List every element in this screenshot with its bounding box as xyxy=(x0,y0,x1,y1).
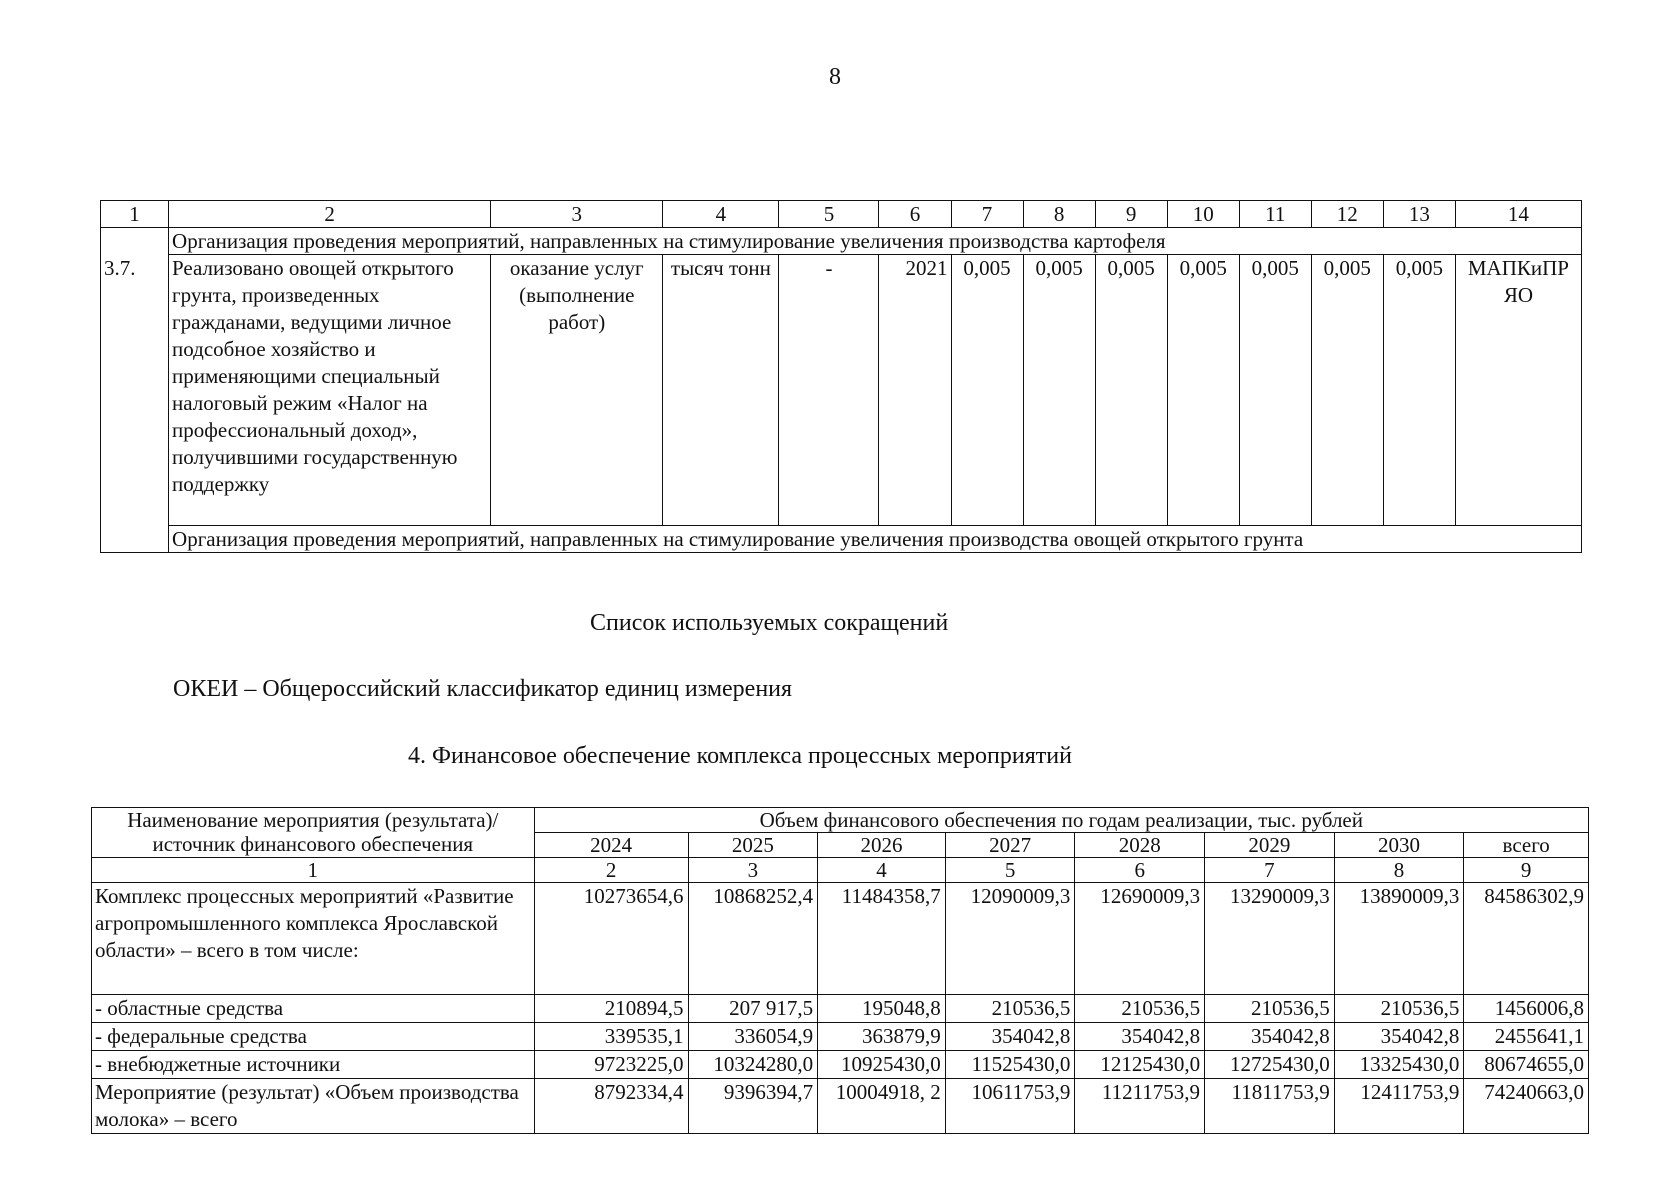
finance-value: 210536,5 xyxy=(945,995,1075,1023)
indicator-value: 0,005 xyxy=(1311,255,1383,526)
finance-value: 339535,1 xyxy=(534,1023,688,1051)
finance-value: 195048,8 xyxy=(818,995,946,1023)
indicator-value: 0,005 xyxy=(951,255,1023,526)
page-number: 8 xyxy=(829,64,841,90)
finance-value: 12125430,0 xyxy=(1075,1051,1205,1079)
column-number: 6 xyxy=(879,201,951,228)
row-number: 3.7. xyxy=(101,255,169,526)
finance-header-row xyxy=(92,808,1589,833)
finance-value: 354042,8 xyxy=(945,1023,1075,1051)
finance-value: 210894,5 xyxy=(534,995,688,1023)
finance-value: 10868252,4 xyxy=(688,883,818,995)
finance-column-number-row xyxy=(92,858,1589,883)
column-number: 12 xyxy=(1311,201,1383,228)
indicator-name: Реализовано овощей открытого грунта, произведенных гражданами, ведущими личное подсобное хозяйство и применяющими специальный налоговый режим «Налог на профессиональный доход», получившими государственную поддержку xyxy=(169,255,491,526)
column-number: 3 xyxy=(491,201,663,228)
finance-row-name: - областные средства xyxy=(92,995,535,1023)
finance-value: 10611753,9 xyxy=(945,1079,1075,1134)
finance-value: 354042,8 xyxy=(1075,1023,1205,1051)
year-header: 2025 xyxy=(688,833,818,858)
finance-table xyxy=(91,807,1589,1134)
indicator-col5: - xyxy=(779,255,879,526)
indicator-unit: тысяч тонн xyxy=(663,255,779,526)
abbreviation-item: ОКЕИ – Общероссийский классификатор единиц измерения xyxy=(173,676,793,702)
table-row xyxy=(101,255,1582,526)
column-number-row xyxy=(101,201,1582,228)
column-number: 1 xyxy=(101,201,169,228)
finance-value: 210536,5 xyxy=(1334,995,1464,1023)
finance-value: 12090009,3 xyxy=(945,883,1075,995)
column-number: 7 xyxy=(1205,858,1335,883)
finance-row xyxy=(92,1051,1589,1079)
section-row-potato xyxy=(101,228,1582,255)
finance-value: 10273654,6 xyxy=(534,883,688,995)
total-header: всего xyxy=(1464,833,1589,858)
column-number: 13 xyxy=(1383,201,1455,228)
section-title: Организация проведения мероприятий, направленных на стимулирование увеличения производства овощей открытого грунта xyxy=(169,526,1582,553)
finance-value: 207 917,5 xyxy=(688,995,818,1023)
column-number: 4 xyxy=(818,858,946,883)
finance-total: 2455641,1 xyxy=(1464,1023,1589,1051)
finance-row-name: Мероприятие (результат) «Объем производства молока» – всего xyxy=(92,1079,535,1134)
column-number: 2 xyxy=(534,858,688,883)
year-header: 2030 xyxy=(1334,833,1464,858)
column-number: 9 xyxy=(1464,858,1589,883)
finance-value: 10004918, 2 xyxy=(818,1079,946,1134)
base-year: 2021 xyxy=(879,255,951,526)
year-header: 2027 xyxy=(945,833,1075,858)
year-header: 2029 xyxy=(1205,833,1335,858)
header-name: Наименование мероприятия (результата)/ источник финансового обеспечения xyxy=(92,808,535,858)
indicator-table xyxy=(100,200,1582,553)
column-number: 6 xyxy=(1075,858,1205,883)
responsible-org: МАПКиПР ЯО xyxy=(1455,255,1581,526)
column-number: 1 xyxy=(92,858,535,883)
finance-value: 11811753,9 xyxy=(1205,1079,1335,1134)
finance-row-name: - внебюджетные источники xyxy=(92,1051,535,1079)
indicator-type: оказание услуг (выполнение работ) xyxy=(491,255,663,526)
indicator-value: 0,005 xyxy=(1383,255,1455,526)
column-number: 14 xyxy=(1455,201,1581,228)
finance-value: 11525430,0 xyxy=(945,1051,1075,1079)
finance-total: 80674655,0 xyxy=(1464,1051,1589,1079)
finance-value: 9396394,7 xyxy=(688,1079,818,1134)
finance-value: 10925430,0 xyxy=(818,1051,946,1079)
column-number: 7 xyxy=(951,201,1023,228)
column-number: 2 xyxy=(169,201,491,228)
finance-value: 8792334,4 xyxy=(534,1079,688,1134)
finance-row xyxy=(92,883,1589,995)
column-number: 8 xyxy=(1023,201,1095,228)
finance-value: 9723225,0 xyxy=(534,1051,688,1079)
column-number: 5 xyxy=(945,858,1075,883)
column-number: 11 xyxy=(1239,201,1311,228)
finance-value: 363879,9 xyxy=(818,1023,946,1051)
column-number: 5 xyxy=(779,201,879,228)
column-number: 8 xyxy=(1334,858,1464,883)
abbreviations-title: Список используемых сокращений xyxy=(590,610,949,636)
header-volume: Объем финансового обеспечения по годам реализации, тыс. рублей xyxy=(534,808,1588,833)
finance-value: 13325430,0 xyxy=(1334,1051,1464,1079)
finance-value: 11211753,9 xyxy=(1075,1079,1205,1134)
finance-value: 13290009,3 xyxy=(1205,883,1335,995)
empty-cell xyxy=(101,228,169,255)
finance-value: 12725430,0 xyxy=(1205,1051,1335,1079)
finance-row xyxy=(92,1023,1589,1051)
year-header: 2024 xyxy=(534,833,688,858)
indicator-value: 0,005 xyxy=(1023,255,1095,526)
year-header: 2026 xyxy=(818,833,946,858)
indicator-value: 0,005 xyxy=(1239,255,1311,526)
finance-value: 11484358,7 xyxy=(818,883,946,995)
finance-row-name: - федеральные средства xyxy=(92,1023,535,1051)
empty-cell xyxy=(101,526,169,553)
finance-value: 354042,8 xyxy=(1205,1023,1335,1051)
finance-section-title: 4. Финансовое обеспечение комплекса процессных мероприятий xyxy=(408,743,1072,769)
column-number: 3 xyxy=(688,858,818,883)
indicator-value: 0,005 xyxy=(1095,255,1167,526)
column-number: 9 xyxy=(1095,201,1167,228)
section-title: Организация проведения мероприятий, направленных на стимулирование увеличения производства картофеля xyxy=(169,228,1582,255)
section-row-vegetables xyxy=(101,526,1582,553)
finance-value: 354042,8 xyxy=(1334,1023,1464,1051)
finance-row xyxy=(92,1079,1589,1134)
column-number: 10 xyxy=(1167,201,1239,228)
finance-row-name: Комплекс процессных мероприятий «Развитие агропромышленного комплекса Ярославской области» – всего в том числе: xyxy=(92,883,535,995)
finance-value: 12690009,3 xyxy=(1075,883,1205,995)
finance-total: 74240663,0 xyxy=(1464,1079,1589,1134)
finance-value: 10324280,0 xyxy=(688,1051,818,1079)
finance-value: 336054,9 xyxy=(688,1023,818,1051)
indicator-value: 0,005 xyxy=(1167,255,1239,526)
finance-total: 84586302,9 xyxy=(1464,883,1589,995)
finance-row xyxy=(92,995,1589,1023)
finance-value: 210536,5 xyxy=(1075,995,1205,1023)
finance-value: 12411753,9 xyxy=(1334,1079,1464,1134)
finance-value: 210536,5 xyxy=(1205,995,1335,1023)
column-number: 4 xyxy=(663,201,779,228)
year-header: 2028 xyxy=(1075,833,1205,858)
finance-value: 13890009,3 xyxy=(1334,883,1464,995)
finance-total: 1456006,8 xyxy=(1464,995,1589,1023)
